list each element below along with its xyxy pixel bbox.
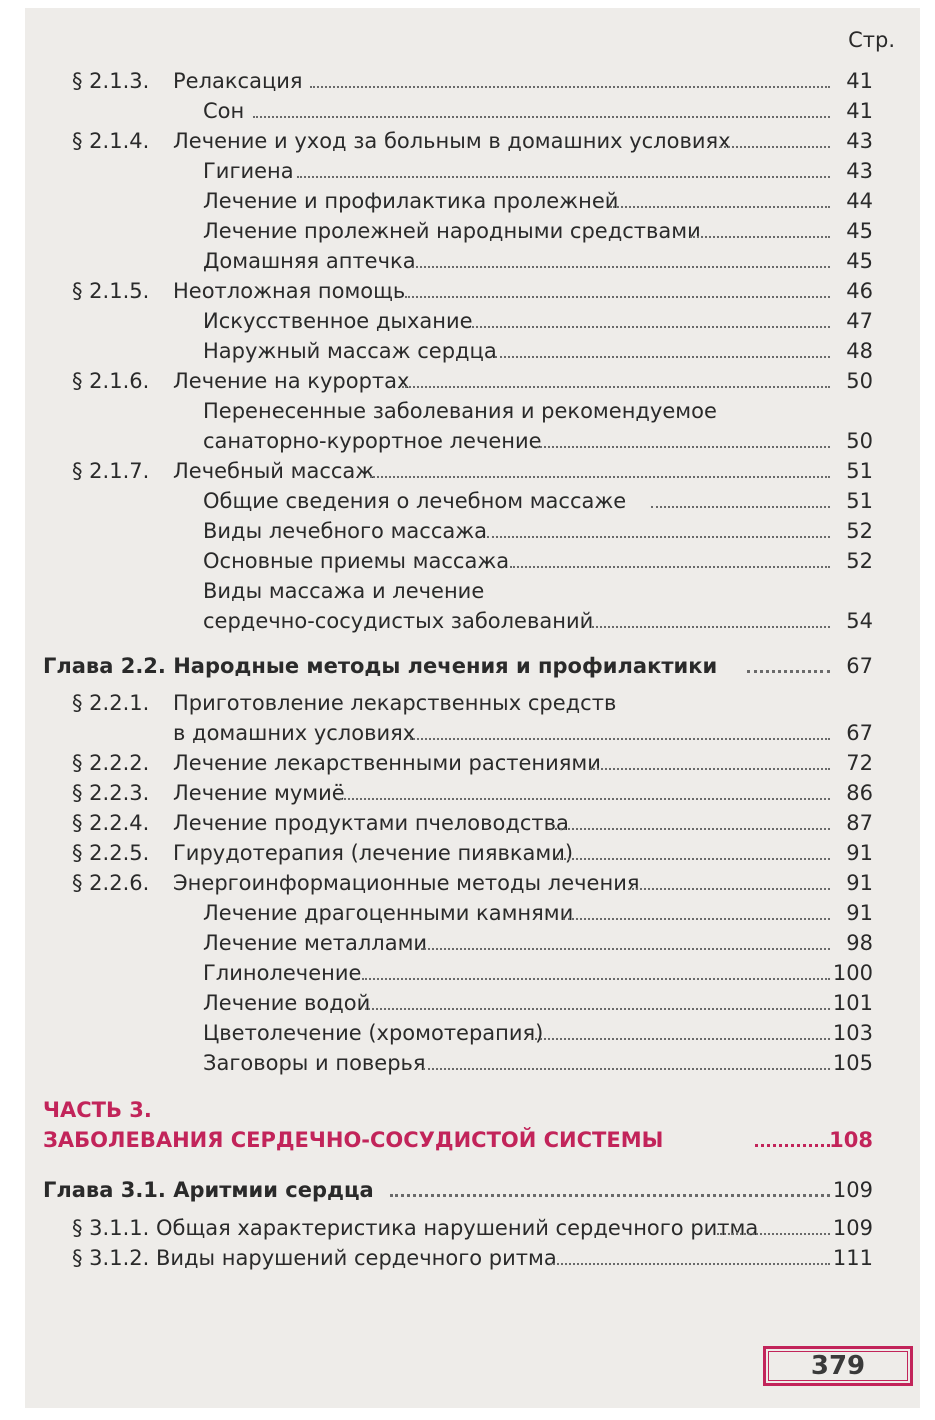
entry-title: Домашняя аптечка	[203, 249, 416, 273]
page-number: 86	[846, 781, 873, 805]
page-number: 43	[846, 159, 873, 183]
page-number: 109	[832, 1178, 873, 1202]
toc-subentry	[25, 246, 920, 276]
leader-dots	[510, 566, 830, 568]
entry-title: Виды массажа и лечение	[203, 579, 485, 603]
entry-title: Лечение водой	[203, 991, 371, 1015]
page-number: 51	[846, 459, 873, 483]
page-number: 52	[846, 549, 873, 573]
toc-entry	[25, 778, 920, 808]
leader-dots	[755, 1144, 830, 1147]
page-number: 87	[846, 811, 873, 835]
entry-title: Лечение мумиё	[173, 781, 345, 805]
toc-subentry	[25, 96, 920, 126]
page-number: 45	[846, 219, 873, 243]
page-number: 45	[846, 249, 873, 273]
toc-entry	[25, 838, 920, 868]
page-number: 108	[829, 1128, 873, 1152]
page-number: 50	[846, 429, 873, 453]
leader-dots	[297, 176, 830, 178]
leader-dots	[487, 536, 830, 538]
folio-page-number-box	[763, 1346, 913, 1386]
entry-title: Лечение на курортах	[173, 369, 410, 393]
leader-dots	[405, 296, 830, 298]
section-number: § 2.2.6.	[72, 871, 150, 895]
entry-title: Лечебный массаж	[173, 459, 375, 483]
toc-entry	[25, 868, 920, 898]
toc-subentry	[25, 306, 920, 336]
toc-entry	[25, 366, 920, 396]
leader-dots	[590, 768, 830, 770]
page-number: 100	[832, 961, 873, 985]
leader-dots	[423, 1068, 830, 1070]
leader-dots	[717, 1233, 830, 1235]
entry-title-continued: сердечно-сосудистых заболеваний	[203, 609, 594, 633]
page-number: 91	[846, 871, 873, 895]
book-page	[25, 8, 920, 1408]
leader-dots	[410, 738, 830, 740]
chapter-heading	[25, 1175, 920, 1205]
leader-dots	[370, 476, 830, 478]
entry-title: § 3.1.1. Общая характеристика нарушений сердечного ритма	[72, 1216, 759, 1240]
page-number: 105	[832, 1051, 873, 1075]
leader-dots	[390, 1194, 830, 1197]
toc-subentry	[25, 516, 920, 546]
section-number: § 2.2.1.	[72, 691, 150, 715]
page-number: 67	[846, 721, 873, 745]
section-number: § 2.2.3.	[72, 781, 150, 805]
leader-dots	[535, 1038, 830, 1040]
toc-entry	[25, 1243, 920, 1273]
page-number: 41	[846, 69, 873, 93]
toc-subentry	[25, 336, 920, 366]
section-number: § 2.1.5.	[72, 279, 150, 303]
entry-title: Лечение и уход за больным в домашних условиях	[173, 129, 731, 153]
toc-subentry	[25, 898, 920, 928]
leader-dots	[720, 146, 830, 148]
toc-subentry	[25, 156, 920, 186]
section-number: § 2.2.2.	[72, 751, 150, 775]
leader-dots	[747, 670, 830, 673]
leader-dots	[362, 978, 830, 980]
chapter-title: Глава 3.1. Аритмии сердца	[43, 1178, 374, 1202]
page-number: 98	[846, 931, 873, 955]
entry-title: Лечение и профилактика пролежней	[203, 189, 619, 213]
section-number: § 2.1.7.	[72, 459, 150, 483]
leader-dots	[555, 828, 830, 830]
toc-subentry-line2	[25, 606, 920, 636]
toc-subentry	[25, 486, 920, 516]
toc-entry-line2	[25, 718, 920, 748]
entry-title: Лечение пролежней народными средствами	[203, 219, 701, 243]
entry-title: § 3.1.2. Виды нарушений сердечного ритма	[72, 1246, 557, 1270]
leader-dots	[495, 356, 830, 358]
chapter-heading	[25, 651, 920, 681]
folio-page-number: 379	[810, 1351, 866, 1381]
entry-title: Заговоры и поверья	[203, 1051, 426, 1075]
section-number: § 2.1.4.	[72, 129, 150, 153]
toc-subentry	[25, 186, 920, 216]
leader-dots	[340, 798, 830, 800]
page-number: 51	[846, 489, 873, 513]
entry-title: Лечение продуктами пчеловодства	[173, 811, 569, 835]
toc-subentry	[25, 988, 920, 1018]
page-number: 44	[846, 189, 873, 213]
leader-dots	[472, 326, 830, 328]
page-number: 47	[846, 309, 873, 333]
toc-entry	[25, 126, 920, 156]
leader-dots	[537, 446, 830, 448]
toc-subentry	[25, 216, 920, 246]
entry-title: Перенесенные заболевания и рекомендуемое	[203, 399, 717, 423]
part-label: ЧАСТЬ 3.	[43, 1098, 152, 1122]
toc-entry	[25, 456, 920, 486]
part-heading	[25, 1125, 920, 1155]
toc-subentry-line1	[25, 576, 920, 606]
chapter-title: Глава 2.2. Народные методы лечения и профилактики	[43, 654, 718, 678]
leader-dots	[610, 206, 830, 208]
page-number: 109	[832, 1216, 873, 1240]
page-number: 41	[846, 99, 873, 123]
leader-dots	[365, 1008, 830, 1010]
part-title: ЗАБОЛЕВАНИЯ СЕРДЕЧНО-СОСУДИСТОЙ СИСТЕМЫ	[43, 1128, 664, 1152]
toc-entry-line1	[25, 688, 920, 718]
toc-subentry	[25, 1018, 920, 1048]
toc-entry	[25, 808, 920, 838]
page-number: 91	[846, 901, 873, 925]
leader-dots	[402, 386, 830, 388]
toc-entry	[25, 748, 920, 778]
part-heading-line1	[25, 1095, 920, 1125]
entry-title: Приготовление лекарственных средств	[173, 691, 617, 715]
toc-subentry	[25, 546, 920, 576]
leader-dots	[550, 1263, 830, 1265]
page-number: 72	[846, 751, 873, 775]
toc-entry	[25, 276, 920, 306]
leader-dots	[592, 626, 830, 628]
leader-dots	[421, 948, 830, 950]
leader-dots	[253, 116, 830, 118]
toc-subentry	[25, 1048, 920, 1078]
page-number: 111	[832, 1246, 873, 1270]
entry-title: Глинолечение	[203, 961, 362, 985]
page-number: 101	[832, 991, 873, 1015]
page-number: 103	[832, 1021, 873, 1045]
toc-subentry-line1	[25, 396, 920, 426]
page-number: 52	[846, 519, 873, 543]
page-number: 54	[846, 609, 873, 633]
entry-title: Сон	[203, 99, 245, 123]
page-number: 67	[846, 654, 873, 678]
entry-title: Энергоинформационные методы лечения	[173, 871, 640, 895]
leader-dots	[628, 888, 830, 890]
toc-entry	[25, 1213, 920, 1243]
entry-title: Наружный массаж сердца	[203, 339, 497, 363]
entry-title: Виды лечебного массажа	[203, 519, 488, 543]
section-number: § 2.2.5.	[72, 841, 150, 865]
section-number: § 2.1.6.	[72, 369, 150, 393]
entry-title: Гигиена	[203, 159, 294, 183]
section-number: § 2.2.4.	[72, 811, 150, 835]
entry-title: Лечение металлами	[203, 931, 428, 955]
entry-title: Цветолечение (хромотерапия)	[203, 1021, 544, 1045]
leader-dots	[690, 236, 830, 238]
page-number: 48	[846, 339, 873, 363]
toc-subentry	[25, 958, 920, 988]
leader-dots	[651, 506, 830, 508]
toc-subentry-line2	[25, 426, 920, 456]
leader-dots	[557, 858, 830, 860]
entry-title: Гирудотерапия (лечение пиявками)	[173, 841, 574, 865]
entry-title: Релаксация	[173, 69, 303, 93]
entry-title: Неотложная помощь	[173, 279, 406, 303]
entry-title: Искусственное дыхание	[203, 309, 473, 333]
page-number: 43	[846, 129, 873, 153]
toc-subentry	[25, 928, 920, 958]
entry-title-continued: в домашних условиях	[173, 721, 416, 745]
section-number: § 2.1.3.	[72, 69, 150, 93]
entry-title: Общие сведения о лечебном массаже	[203, 489, 627, 513]
page-number: 50	[846, 369, 873, 393]
leader-dots	[563, 918, 830, 920]
entry-title: Лечение лекарственными растениями	[173, 751, 601, 775]
page-number: 46	[846, 279, 873, 303]
page-column-label: Стр.	[848, 28, 895, 52]
entry-title: Основные приемы массажа	[203, 549, 510, 573]
entry-title-continued: санаторно-курортное лечение	[203, 429, 542, 453]
entry-title: Лечение драгоценными камнями	[203, 901, 574, 925]
toc-entry	[25, 66, 920, 96]
page-number: 91	[846, 841, 873, 865]
leader-dots	[310, 86, 830, 88]
leader-dots	[412, 266, 830, 268]
